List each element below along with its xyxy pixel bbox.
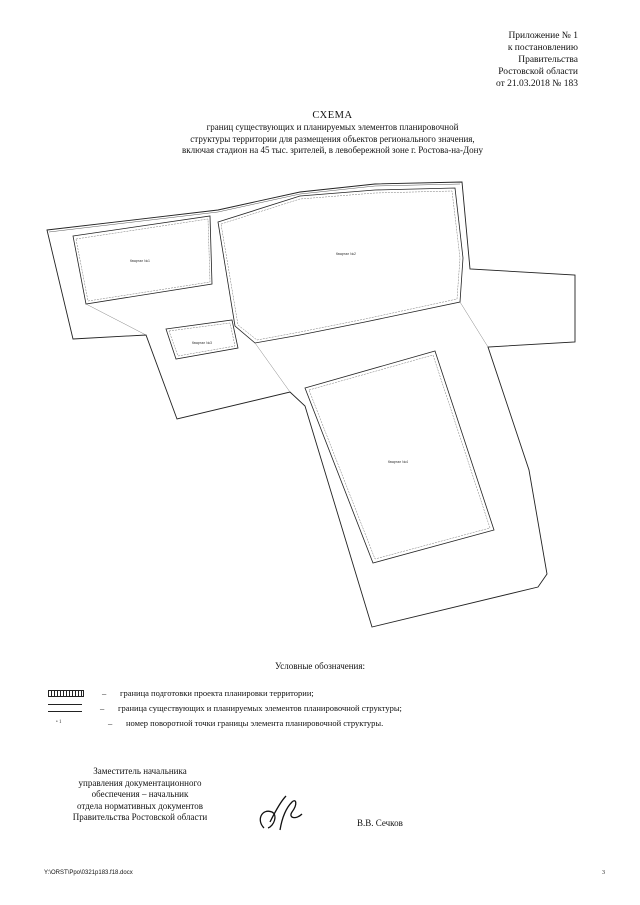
zone-label-2: Квартал №2 xyxy=(336,252,356,256)
appendix-line: Приложение № 1 xyxy=(508,31,578,41)
title-line: границ существующих и планируемых элементов планировочной xyxy=(206,122,459,132)
zone-label-4: Квартал №4 xyxy=(388,460,408,464)
legend-text: номер поворотной точки границы элемента планировочной структуры. xyxy=(126,718,384,728)
road-line xyxy=(255,343,290,392)
signatory-position xyxy=(40,766,240,824)
road-line xyxy=(460,302,488,347)
planning-block-4 xyxy=(305,351,494,563)
legend-symbol-double-line xyxy=(48,704,82,712)
appendix-line: Правительства xyxy=(518,55,578,65)
legend-symbol-boundary xyxy=(48,690,84,697)
legend-item xyxy=(48,702,402,714)
legend-dash: – xyxy=(100,703,105,713)
planning-block-2 xyxy=(218,188,463,343)
legend-item xyxy=(48,717,383,729)
zone-label-3: Квартал №3 xyxy=(192,341,212,345)
planning-block-3-inner xyxy=(169,323,235,356)
appendix-line: Ростовской области xyxy=(498,67,578,77)
position-line: обеспечения – начальник xyxy=(91,789,189,799)
handwritten-signature xyxy=(252,790,312,840)
legend-dash: – xyxy=(108,718,113,728)
position-line: управления документационного xyxy=(78,777,202,788)
title-line: структуры территории для размещения объектов регионального значения, xyxy=(190,133,475,144)
appendix-line: к постановлению xyxy=(507,43,578,53)
planning-block-3 xyxy=(166,320,238,359)
zone-label-1: Квартал №1 xyxy=(130,259,150,263)
legend-title: Условные обозначения: xyxy=(274,661,365,671)
planning-block-4-inner xyxy=(309,355,490,559)
legend-text: граница существующих и планируемых элементов планировочной структуры; xyxy=(118,703,402,713)
position-line: отдела нормативных документов xyxy=(77,800,203,811)
page-number: 3 xyxy=(602,870,605,876)
footer-file-path: Y:\ORST\Ppo\0321p183.f18.docx xyxy=(44,870,133,876)
title-heading: СХЕМА xyxy=(312,110,353,121)
planning-block-2-inner xyxy=(221,191,460,340)
position-line: Заместитель начальника xyxy=(93,766,187,776)
project-boundary-inner xyxy=(49,184,460,232)
position-line: Правительства Ростовской области xyxy=(72,812,208,822)
legend-text: граница подготовки проекта планировки территории; xyxy=(120,688,314,698)
signer-name: В.В. Сечков xyxy=(357,818,403,828)
appendix-line: от 21.03.2018 № 183 xyxy=(496,79,578,89)
title-line: включая стадион на 45 тыс. зрителей, в левобережной зоне г. Ростова-на-Дону xyxy=(182,145,483,155)
legend-symbol-point: • 1 xyxy=(56,720,62,725)
legend-dash: – xyxy=(102,688,107,698)
road-line xyxy=(86,304,146,335)
legend-item xyxy=(48,687,314,699)
